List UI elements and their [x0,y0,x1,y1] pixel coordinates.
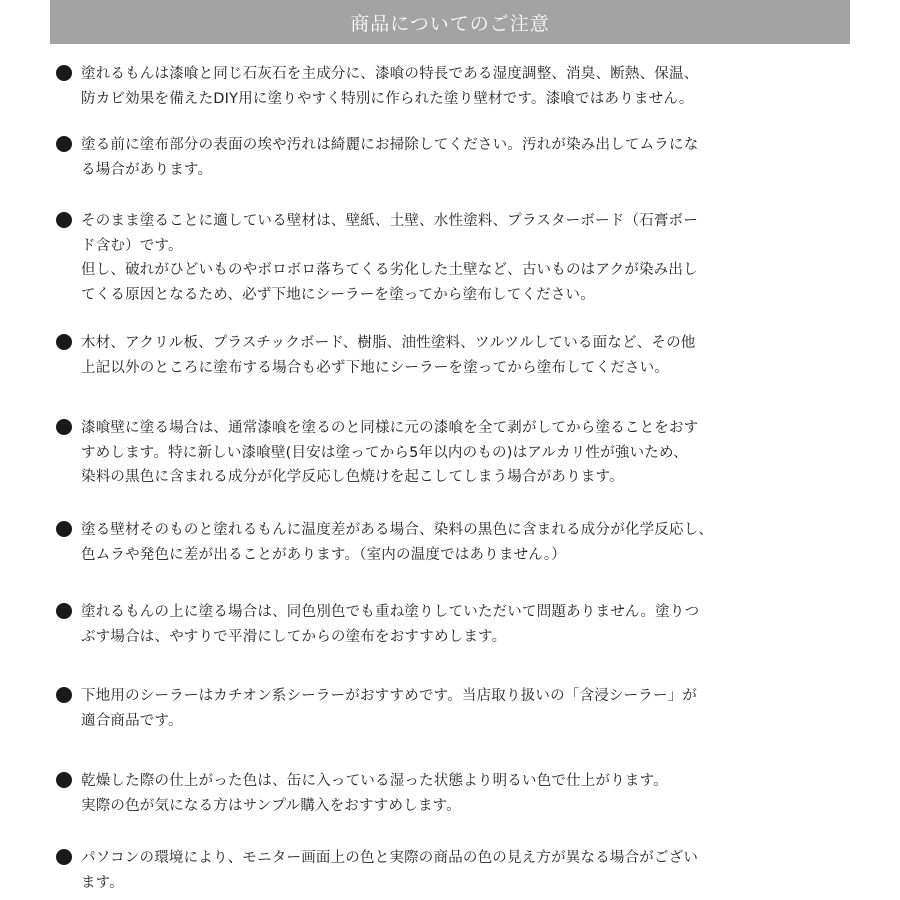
note-line: そのまま塗ることに適している壁材は、壁紙、土壁、水性塗料、プラスターボード（石膏ボー [81,213,698,229]
note-text [81,133,846,182]
note-line: 防カビ効果を備えたDIY用に塗りやすく特別に作られた塗り壁材です。漆喰ではありません。 [81,90,694,107]
bullet-icon [56,849,72,865]
note-line: ぶす場合は、やすりで平滑にしてからの塗布をおすすめします。 [81,628,507,645]
note-line: 塗る前に塗布部分の表面の埃や汚れは綺麗にお掃除してください。汚れが染み出してムラにな [81,137,699,153]
note-line: 乾燥した際の仕上がった色は、缶に入っている湿った状態より明るい色で仕上がります。 [81,773,668,789]
page-title: 商品についてのご注意 [350,12,550,35]
note-text [81,416,846,490]
note-line: 塗れるもんは漆喰と同じ石灰石を主成分に、漆喰の特長である湿度調整、消臭、断熱、保温、 [81,66,699,82]
bullet-icon [56,136,72,152]
note-line: ド含む）です。 [81,237,183,254]
bullet-icon [56,419,72,435]
note-text [81,518,846,567]
bullet-icon [56,603,72,619]
note-line: 染料の黒色に含まれる成分が化学反応し色焼けを起こしてしまう場合があります。 [81,469,624,485]
note-text [81,62,846,111]
note-line: 適合商品です。 [81,712,183,729]
note-text [81,331,846,380]
note-line: 但し、破れがひどいものやボロボロ落ちてくる劣化した土壁など、古いものはアクが染み出し [81,262,698,278]
note-line: すめします。特に新しい漆喰壁(目安は塗ってから5年以内のもの)はアルカリ性が強いため、 [81,444,688,461]
note-line: ます。 [81,874,124,891]
note-line: 色ムラや発色に差が出ることがあります。（室内の温度ではありません。） [81,546,567,563]
note-line: 下地用のシーラーはカチオン系シーラーがおすすめです。当店取り扱いの「含浸シーラー」が [81,688,698,704]
bullet-icon [56,687,72,703]
note-text [81,600,846,649]
note-line: 塗れるもんの上に塗る場合は、同色別色でも重ね塗りしていただいて問題ありません。塗りつ [81,604,700,620]
note-line: パソコンの環境により、モニター画面上の色と実際の商品の色の見え方が異なる場合がござい [81,850,699,866]
note-line: 塗る壁材そのものと塗れるもんに温度差がある場合、染料の黒色に含まれる成分が化学反応し、 [81,522,714,538]
note-text [81,684,846,733]
note-line: てくる原因となるため、必ず下地にシーラーを塗ってから塗布してください。 [81,286,595,303]
note-line: 漆喰壁に塗る場合は、通常漆喰を塗るのと同様に元の漆喰を全て剥がしてから塗ることをおす [81,420,699,436]
bullet-icon [56,772,72,788]
bullet-icon [56,334,72,350]
note-line: 上記以外のところに塗布する場合も必ず下地にシーラーを塗ってから塗布してください。 [81,359,669,376]
header-bar [50,0,850,44]
bullet-icon [56,65,72,81]
bullet-icon [56,521,72,537]
note-line: 木材、アクリル板、プラスチックボード、樹脂、油性塗料、ツルツルしている面など、その他 [81,335,696,351]
bullet-icon [56,212,72,228]
note-line: る場合があります。 [81,161,213,178]
note-line: 実際の色が気になる方はサンプル購入をおすすめします。 [81,797,461,814]
note-text [81,769,846,818]
note-text [81,209,846,307]
note-text [81,846,846,895]
